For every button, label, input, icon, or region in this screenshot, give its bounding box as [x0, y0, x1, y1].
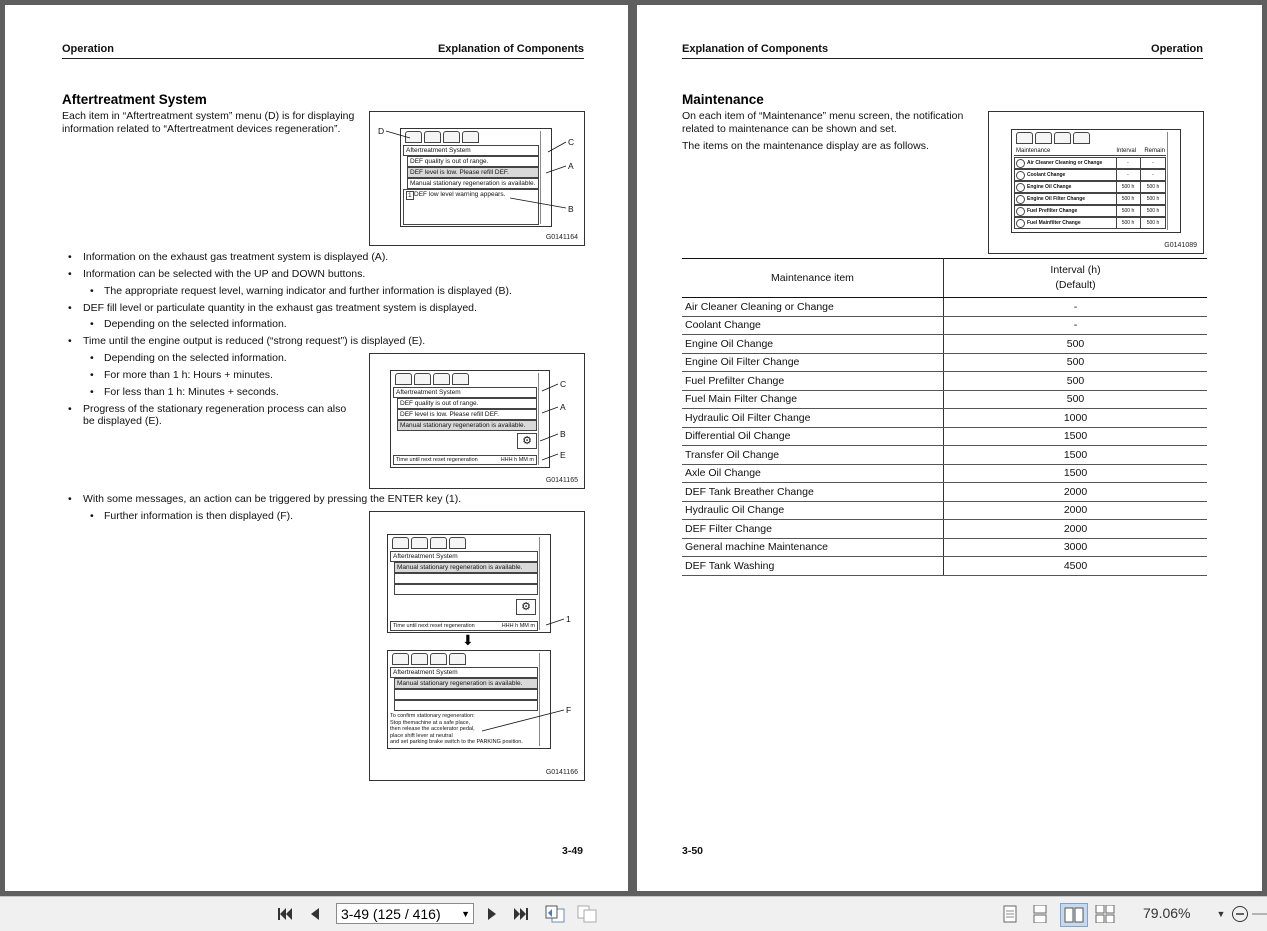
- maintenance-item-icon: [1016, 219, 1025, 228]
- interval-cell: -: [944, 316, 1208, 335]
- display-screen: [1011, 129, 1181, 233]
- maintenance-item-name: Air Cleaner Cleaning or Change: [1027, 160, 1103, 166]
- bullet-item: • Time until the engine output is reduced (“strong request”) is displayed (E).: [68, 335, 426, 347]
- table-body: [682, 298, 1207, 576]
- maintenance-item-cell: Fuel Main Filter Change: [682, 390, 944, 409]
- maintenance-screen-row: [1014, 193, 1166, 205]
- first-page-icon[interactable]: [276, 905, 294, 923]
- maintenance-screen-row: [1014, 181, 1166, 193]
- figure-maintenance-menu: [988, 111, 1204, 254]
- sub-bullet-item: • Further information is then displayed (F).: [90, 510, 294, 522]
- maintenance-remain: -: [1140, 170, 1165, 180]
- maintenance-remain: -: [1140, 158, 1165, 168]
- table-row: [682, 409, 1207, 428]
- maintenance-item-cell: Axle Oil Change: [682, 464, 944, 483]
- chevron-down-icon[interactable]: ▼: [461, 909, 470, 919]
- maintenance-item-cell: Hydraulic Oil Filter Change: [682, 409, 944, 428]
- last-page-icon[interactable]: [512, 905, 530, 923]
- zoom-slider-track[interactable]: [1252, 905, 1267, 923]
- interval-cell: 4500: [944, 557, 1208, 576]
- table-header-item: Maintenance item: [682, 259, 944, 298]
- interval-cell: 1500: [944, 446, 1208, 465]
- maintenance-interval: 500 h: [1116, 194, 1139, 204]
- header-rule: [682, 58, 1203, 59]
- table-row: [682, 353, 1207, 372]
- bullet-item: • Progress of the stationary regeneration process can also: [68, 403, 347, 415]
- maintenance-screen-row: [1014, 217, 1166, 229]
- maintenance-item-name: Fuel Mainfilter Change: [1027, 220, 1081, 226]
- interval-cell: 1500: [944, 427, 1208, 446]
- down-arrow-icon: ⬇: [462, 632, 474, 648]
- maintenance-header: [1014, 147, 1166, 156]
- section-title: Maintenance: [682, 92, 764, 107]
- page-number-input[interactable]: 3-49 (125 / 416) ▼: [336, 903, 474, 924]
- maintenance-screen-row: [1014, 169, 1166, 181]
- table-row: [682, 464, 1207, 483]
- figure-id: G0141089: [1164, 242, 1197, 249]
- figure-id: G0141165: [545, 477, 578, 484]
- interval-cell: 2000: [944, 501, 1208, 520]
- interval-cell: 500: [944, 390, 1208, 409]
- bullet-item: • Information can be selected with the UP and DOWN buttons.: [68, 268, 366, 280]
- info-note: To confirm stationary regeneration: Stop themachine at a safe place, then release the accelerator pedal, place shift lever at neutral and set parking brake switch to the PARKING position.: [390, 713, 523, 745]
- sub-bullet-item: • Depending on the selected information.: [90, 318, 287, 330]
- figure-time-until-reduction: [369, 353, 585, 489]
- side-buttons: [1167, 132, 1179, 230]
- screen-title: Aftertreatment System: [403, 145, 539, 156]
- table-row: [682, 483, 1207, 502]
- sub-bullet-item: • Depending on the selected information.: [90, 352, 287, 364]
- list-item: Manual stationary regeneration is available.: [407, 178, 539, 189]
- list-item-selected: DEF level is low. Please refill DEF.: [407, 167, 539, 178]
- table-row: [682, 427, 1207, 446]
- list-item: DEF quality is out of range.: [407, 156, 539, 167]
- interval-cell: -: [944, 298, 1208, 317]
- time-label: Time until next reset regeneration: [396, 457, 478, 463]
- screen-title: Aftertreatment System: [390, 667, 538, 678]
- right-page: [637, 5, 1262, 891]
- facing-icon[interactable]: [1060, 903, 1088, 927]
- screen-title: Maintenance: [1016, 148, 1051, 154]
- table-row: [682, 390, 1207, 409]
- maintenance-item-cell: Engine Oil Change: [682, 335, 944, 354]
- page-number: 3-50: [682, 845, 704, 857]
- info-text: DEF low level warning appears.: [414, 191, 506, 198]
- table-row: [682, 446, 1207, 465]
- continuous-facing-icon[interactable]: [1095, 905, 1115, 923]
- callout-b: B: [560, 429, 566, 439]
- callout-1: 1: [566, 614, 571, 624]
- maintenance-item-cell: Fuel Prefilter Change: [682, 372, 944, 391]
- callout-lines: [370, 354, 584, 488]
- maintenance-item-cell: Transfer Oil Change: [682, 446, 944, 465]
- next-view-icon[interactable]: [576, 905, 598, 923]
- interval-cell: 500: [944, 353, 1208, 372]
- next-page-icon[interactable]: [484, 905, 500, 923]
- maintenance-item-icon: [1016, 183, 1025, 192]
- table-row: [682, 520, 1207, 539]
- header-rule: [62, 58, 584, 59]
- figure-id: G0141166: [545, 769, 578, 776]
- sub-bullet-item: • For more than 1 h: Hours + minutes.: [90, 369, 273, 381]
- intro-line-1: On each item of “Maintenance” menu screen, the notification: [682, 110, 964, 122]
- list-item: DEF quality is out of range.: [397, 398, 537, 409]
- maintenance-item-cell: General machine Maintenance: [682, 538, 944, 557]
- maintenance-interval: -: [1116, 170, 1139, 180]
- maintenance-remain: 500 h: [1140, 206, 1165, 216]
- menu-tabs: [1016, 132, 1090, 143]
- callout-d: D: [378, 126, 385, 136]
- previous-view-icon[interactable]: [544, 905, 566, 923]
- maintenance-interval: 500 h: [1116, 218, 1139, 228]
- left-page: [5, 5, 628, 891]
- sub-bullet-item: • For less than 1 h: Minutes + seconds.: [90, 386, 279, 398]
- figure-aftertreatment-menu: [369, 111, 585, 246]
- callout-lines: [370, 512, 584, 780]
- callout-c: C: [568, 137, 575, 147]
- callout-a: A: [560, 402, 566, 412]
- time-value: HHH h MM m: [500, 457, 534, 463]
- table-row: [682, 538, 1207, 557]
- maintenance-screen-row: [1014, 157, 1166, 169]
- interval-cell: 500: [944, 372, 1208, 391]
- info-number: 1: [408, 192, 412, 199]
- interval-cell: 1500: [944, 464, 1208, 483]
- maintenance-table: [682, 258, 1207, 576]
- bullet-continuation: be displayed (E).: [83, 415, 162, 427]
- callout-lines: [370, 112, 584, 245]
- page-number: 3-49: [562, 845, 584, 857]
- interval-cell: 2000: [944, 483, 1208, 502]
- zoom-dropdown-icon[interactable]: ▼: [1216, 909, 1226, 919]
- previous-page-icon[interactable]: [307, 905, 323, 923]
- callout-b: B: [568, 204, 574, 214]
- maintenance-item-cell: DEF Tank Washing: [682, 557, 944, 576]
- time-value: HHH h MM m: [501, 623, 535, 629]
- regeneration-icon: ⚙: [516, 599, 536, 615]
- screen-title: Aftertreatment System: [390, 551, 538, 562]
- single-page-icon[interactable]: [1001, 905, 1019, 923]
- bullet-item: • DEF fill level or particulate quantity in the exhaust gas treatment system is displayed.: [68, 302, 477, 314]
- maintenance-item-icon: [1016, 171, 1025, 180]
- list-item-selected: Manual stationary regeneration is available.: [394, 562, 538, 573]
- time-label: Time until next reset regeneration: [393, 623, 475, 629]
- maintenance-item-cell: Engine Oil Filter Change: [682, 353, 944, 372]
- sub-bullet-item: • The appropriate request level, warning indicator and further information is displayed (B).: [90, 285, 512, 297]
- page-header-left: Operation: [62, 43, 114, 55]
- list-item-selected: Manual stationary regeneration is available.: [394, 678, 538, 689]
- page-header-left: Explanation of Components: [682, 43, 829, 55]
- bullet-item: • With some messages, an action can be triggered by pressing the ENTER key (1).: [68, 493, 462, 505]
- callout-a: A: [568, 161, 574, 171]
- callout-e: E: [560, 450, 566, 460]
- list-item-selected: Manual stationary regeneration is available.: [397, 420, 537, 431]
- interval-cell: 2000: [944, 520, 1208, 539]
- viewer-toolbar: [0, 896, 1267, 931]
- page-header-right: Explanation of Components: [437, 43, 584, 55]
- maintenance-item-name: Engine Oil Filter Change: [1027, 196, 1086, 202]
- maintenance-item-cell: Air Cleaner Cleaning or Change: [682, 298, 944, 317]
- maintenance-interval: 500 h: [1116, 182, 1139, 192]
- interval-cell: 3000: [944, 538, 1208, 557]
- maintenance-item-cell: Coolant Change: [682, 316, 944, 335]
- maintenance-interval: -: [1116, 158, 1139, 168]
- maintenance-item-name: Engine Oil Change: [1027, 184, 1072, 190]
- bullet-item: • Information on the exhaust gas treatment system is displayed (A).: [68, 251, 389, 263]
- intro-line-2: information related to “Aftertreatment devices regeneration”.: [62, 123, 341, 135]
- screen-title: Aftertreatment System: [393, 387, 537, 398]
- continuous-icon[interactable]: [1031, 905, 1049, 923]
- maintenance-item-icon: [1016, 195, 1025, 204]
- zoom-level[interactable]: 79.06%: [1143, 905, 1191, 921]
- table-row: [682, 335, 1207, 354]
- col-interval: Interval: [1116, 148, 1136, 154]
- maintenance-item-cell: DEF Tank Breather Change: [682, 483, 944, 502]
- table-row: [682, 372, 1207, 391]
- maintenance-item-icon: [1016, 159, 1025, 168]
- intro-line-1: Each item in “Aftertreatment system” menu (D) is for displaying: [62, 110, 355, 122]
- table-row: [682, 298, 1207, 317]
- intro-line-2: related to maintenance can be shown and set.: [682, 123, 897, 135]
- maintenance-item-cell: Hydraulic Oil Change: [682, 501, 944, 520]
- maintenance-remain: 500 h: [1140, 218, 1165, 228]
- table-row: [682, 501, 1207, 520]
- zoom-out-icon[interactable]: [1230, 905, 1250, 923]
- table-row: [682, 316, 1207, 335]
- regeneration-icon: ⚙: [517, 433, 537, 449]
- intro-line-3: The items on the maintenance display are as follows.: [682, 140, 929, 152]
- list-item: DEF level is low. Please refill DEF.: [397, 409, 537, 420]
- maintenance-item-name: Fuel Prefilter Change: [1027, 208, 1078, 214]
- maintenance-remain: 500 h: [1140, 182, 1165, 192]
- maintenance-item-cell: Differential Oil Change: [682, 427, 944, 446]
- maintenance-item-name: Coolant Change: [1027, 172, 1066, 178]
- figure-enter-key-action: [369, 511, 585, 781]
- maintenance-item-cell: DEF Filter Change: [682, 520, 944, 539]
- callout-c: C: [560, 379, 567, 389]
- figure-id: G0141164: [545, 234, 578, 241]
- table-header-interval: Interval (h) (Default): [944, 259, 1208, 298]
- interval-cell: 500: [944, 335, 1208, 354]
- section-title: Aftertreatment System: [62, 92, 207, 107]
- maintenance-item-icon: [1016, 207, 1025, 216]
- maintenance-screen-row: [1014, 205, 1166, 217]
- maintenance-interval: 500 h: [1116, 206, 1139, 216]
- maintenance-remain: 500 h: [1140, 194, 1165, 204]
- col-remain: Remain: [1144, 148, 1165, 154]
- callout-f: F: [566, 705, 572, 715]
- table-row: [682, 557, 1207, 576]
- interval-cell: 1000: [944, 409, 1208, 428]
- page-header-right: Operation: [1151, 43, 1203, 55]
